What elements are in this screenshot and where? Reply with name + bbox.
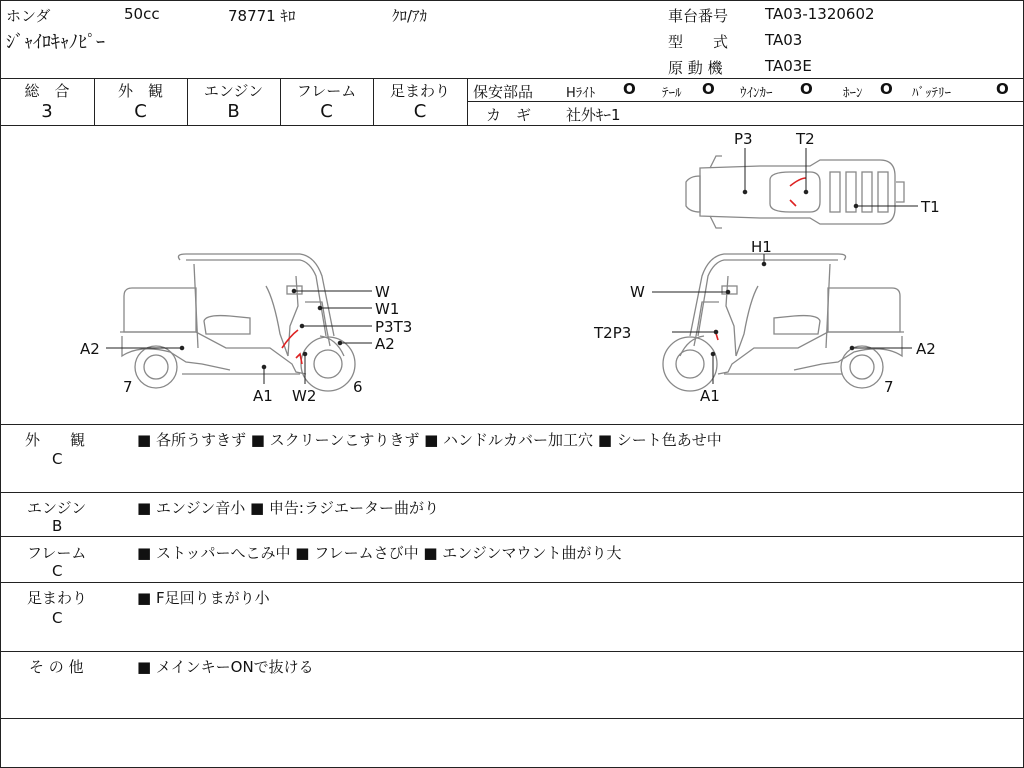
divider	[0, 536, 1024, 537]
safety-label: 保安部品	[473, 83, 534, 101]
label-7: 7	[884, 378, 894, 396]
label-A2: A2	[916, 340, 936, 358]
divider	[0, 651, 1024, 652]
safety-mark: O	[800, 80, 813, 98]
label-T1: T1	[921, 198, 940, 216]
exterior-grade: C	[134, 101, 147, 122]
divider	[0, 424, 1024, 425]
section-label: 足まわり	[27, 589, 88, 607]
damage-mark	[790, 200, 796, 206]
divider	[0, 492, 1024, 493]
model-name: ｼﾞｬｲﾛｷｬﾉﾋﾟｰ	[6, 32, 105, 53]
engine-label: エンジン	[203, 82, 264, 100]
section-label: フレーム	[27, 544, 87, 562]
safety-mark: O	[880, 80, 893, 98]
color: ｸﾛ/ｱｶ	[392, 7, 428, 25]
divider	[0, 718, 1024, 719]
label-W2: W2	[292, 387, 317, 405]
safety-item: ﾊﾞｯﾃﾘｰ	[912, 86, 951, 101]
divider	[467, 78, 468, 125]
label-T2P3: T2P3	[594, 324, 632, 342]
label-A1: A1	[253, 387, 273, 405]
suspension-label: 足まわり	[389, 82, 450, 100]
label-7: 7	[123, 378, 133, 396]
section-body: ■ メインキーONで抜ける	[137, 658, 314, 676]
label-A1: A1	[700, 387, 720, 405]
label-P3T3: P3T3	[375, 318, 413, 336]
engine-model: TA03E	[765, 57, 812, 75]
frame-no: TA03-1320602	[765, 5, 875, 23]
divider	[0, 78, 1024, 79]
section-body: ■ ストッパーへこみ中 ■ フレームさび中 ■ エンジンマウント曲がり大	[137, 544, 622, 562]
maker: ホンダ	[6, 7, 51, 25]
safety-mark: O	[996, 80, 1009, 98]
type-label: 型 式	[668, 33, 729, 51]
engine-model-label: 原 動 機	[668, 59, 723, 77]
key-label: カ ギ	[486, 106, 532, 124]
label-T2: T2	[796, 130, 815, 148]
frame-grade: C	[320, 101, 333, 122]
label-P3: P3	[734, 130, 753, 148]
label-H1: H1	[751, 238, 772, 256]
label-W1: W1	[375, 300, 400, 318]
scooter-left-view	[120, 254, 355, 391]
section-grade: B	[52, 517, 63, 535]
section-body: ■ エンジン音小 ■ 申告:ラジエーター曲がり	[137, 499, 439, 517]
section-label: エンジン	[27, 499, 87, 517]
displacement: 50cc	[124, 5, 160, 23]
safety-item: ﾎｰﾝ	[843, 86, 863, 101]
type-value: TA03	[765, 31, 803, 49]
damage-diagram	[0, 126, 1024, 424]
key-value: 社外ｷｰ1	[566, 106, 621, 124]
engine-grade: B	[227, 101, 240, 122]
safety-item: ﾃｰﾙ	[662, 86, 682, 101]
scooter-right-view	[663, 254, 904, 391]
section-grade: C	[52, 562, 63, 580]
label-W: W	[375, 283, 390, 301]
label-6: 6	[353, 378, 363, 396]
label-A2: A2	[80, 340, 100, 358]
section-body: ■ 各所うすきず ■ スクリーンこすりきず ■ ハンドルカバー加工穴 ■ シート色あせ中	[137, 431, 722, 449]
damage-mark	[790, 178, 806, 186]
section-grade: C	[52, 450, 63, 468]
section-label: そ の 他	[29, 658, 84, 676]
suspension-grade: C	[413, 101, 427, 122]
label-A2: A2	[375, 335, 395, 353]
safety-item: Hﾗｲﾄ	[566, 86, 596, 101]
exterior-label: 外 観	[117, 82, 163, 100]
frame-label: フレーム	[296, 82, 357, 100]
frame-no-label: 車台番号	[668, 7, 729, 25]
overall-label: 総 合	[24, 82, 70, 100]
label-W: W	[630, 283, 645, 301]
section-label: 外 観	[25, 431, 86, 449]
overall-grade: 3	[41, 101, 53, 122]
section-body: ■ F足回りまがり小	[137, 589, 270, 607]
mileage: 78771 ｷﾛ	[228, 7, 296, 25]
divider	[467, 101, 1024, 102]
safety-mark: O	[623, 80, 636, 98]
damage-mark	[296, 354, 302, 364]
safety-mark: O	[702, 80, 715, 98]
section-grade: C	[52, 609, 63, 627]
safety-item: ｳｲﾝｶｰ	[740, 86, 773, 101]
divider	[0, 582, 1024, 583]
scooter-top-view	[686, 156, 904, 228]
